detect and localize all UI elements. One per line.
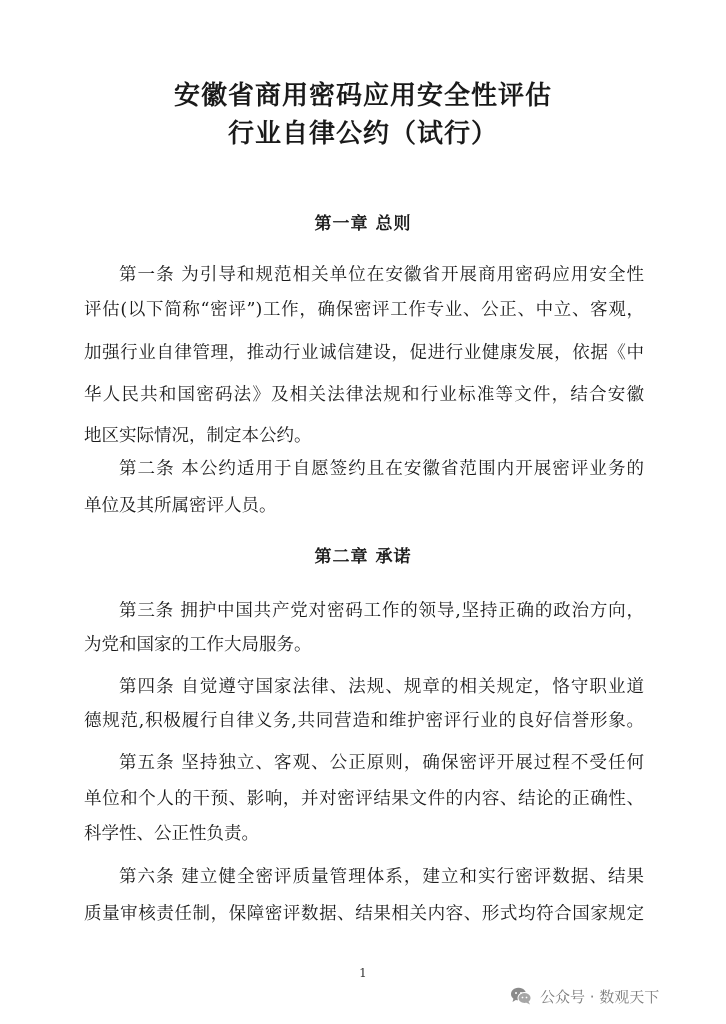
watermark-text: 公众号 · 数观天下 [540, 987, 660, 1006]
article-2-line-2: 单位及其所属密评人员。 [84, 496, 277, 516]
watermark [510, 984, 659, 1008]
article-1-line-5: 地区实际情况，制定本公约。 [84, 426, 312, 446]
document-title-line-2: 行业自律公约（试行） [227, 119, 498, 149]
article-1-line-2: 评估(以下简称“密评”)工作，确保密评工作专业、公正、中立、客观， [84, 300, 644, 320]
article-6-line-1: 第六条 建立健全密评质量管理体系，建立和实行密评数据、结果 [119, 867, 644, 887]
article-3-line-1: 第三条 拥护中国共产党对密码工作的领导,坚持正确的政治方向， [119, 601, 644, 621]
page-number: 1 [359, 966, 367, 980]
article-5-line-1: 第五条 坚持独立、客观、公正原则，确保密评开展过程不受任何 [119, 753, 644, 773]
article-3-line-2: 为党和国家的工作大局服务。 [84, 635, 312, 655]
chapter-heading-2: 第二章 承诺 [314, 547, 412, 567]
wechat-icon [510, 986, 532, 1006]
article-1-line-1: 第一条 为引导和规范相关单位在安徽省开展商用密码应用安全性 [119, 265, 644, 285]
document-title-line-1: 安徽省商用密码应用安全性评估 [173, 81, 552, 111]
article-2-line-1: 第二条 本公约适用于自愿签约且在安徽省范围内开展密评业务的 [119, 459, 644, 479]
article-6-line-2: 质量审核责任制，保障密评数据、结果相关内容、形式均符合国家规定 [84, 904, 644, 924]
article-1-line-3: 加强行业自律管理，推动行业诚信建设，促进行业健康发展，依据《中 [84, 343, 644, 363]
article-5-line-3: 科学性、公正性负责。 [84, 824, 259, 844]
chapter-heading-1: 第一章 总则 [314, 214, 412, 234]
article-1-line-4: 华人民共和国密码法》及相关法律法规和行业标准等文件，结合安徽 [84, 385, 644, 405]
article-4-line-2: 德规范,积极履行自律义务,共同营造和维护密评行业的良好信誉形象。 [84, 711, 644, 731]
article-4-line-1: 第四条 自觉遵守国家法律、法规、规章的相关规定，恪守职业道 [119, 677, 644, 697]
article-5-line-2: 单位和个人的干预、影响，并对密评结果文件的内容、结论的正确性、 [84, 789, 644, 809]
